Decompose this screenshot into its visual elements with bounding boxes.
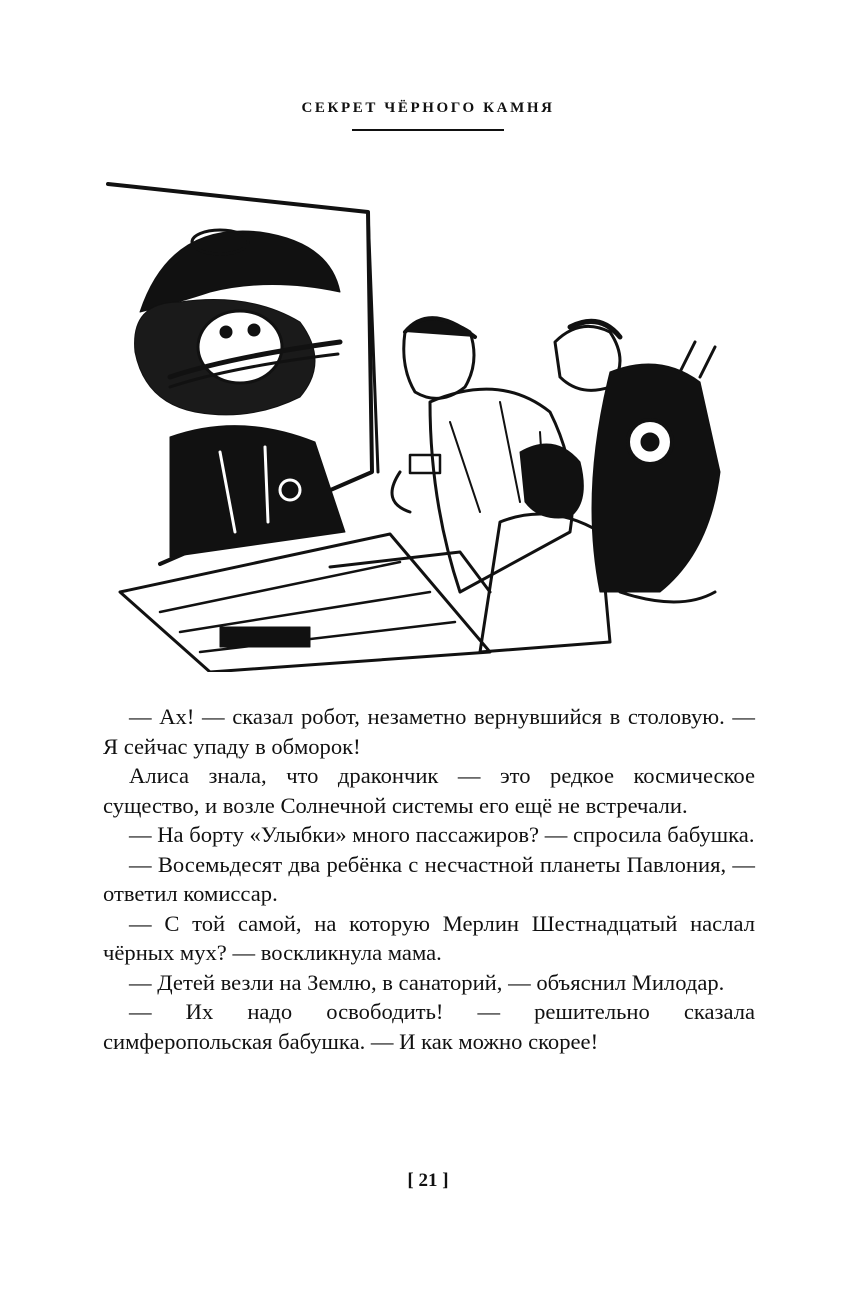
paragraph: — На борту «Улыбки» много пассажиров? — спросила бабушка. bbox=[129, 822, 755, 847]
paragraph: — Детей везли на Землю, в санаторий, — объяснил Милодар. bbox=[129, 969, 725, 995]
header-rule bbox=[352, 129, 504, 131]
girl-figure bbox=[480, 444, 610, 652]
paragraph: — Их надо освободить! — решительно сказала симферопольская бабушка. — И как можно скорее! bbox=[103, 999, 755, 1054]
paragraph: Алиса знала, что дракончик — это редкое космическое существо, и возле Солнечной системы его ещё не встречали. bbox=[103, 763, 755, 818]
paragraph: — Восемьдесят два ребёнка с несчастной планеты Павлония, — ответил комиссар. bbox=[103, 851, 755, 906]
paragraph: — Ах! — сказал робот, незаметно вернувшийся в столовую. — Я сейчас упаду в обморок! bbox=[103, 704, 755, 759]
page-number: [ 21 ] bbox=[407, 1170, 449, 1191]
paragraph: — С той самой, на которую Мерлин Шестнадцатый наслал чёрных мух? — воскликнула мама. bbox=[103, 910, 755, 965]
pirate-figure bbox=[135, 230, 345, 557]
illustration bbox=[100, 172, 740, 672]
body-text bbox=[103, 702, 755, 1056]
running-head: СЕКРЕТ ЧЁРНОГО КАМНЯ bbox=[301, 100, 555, 116]
